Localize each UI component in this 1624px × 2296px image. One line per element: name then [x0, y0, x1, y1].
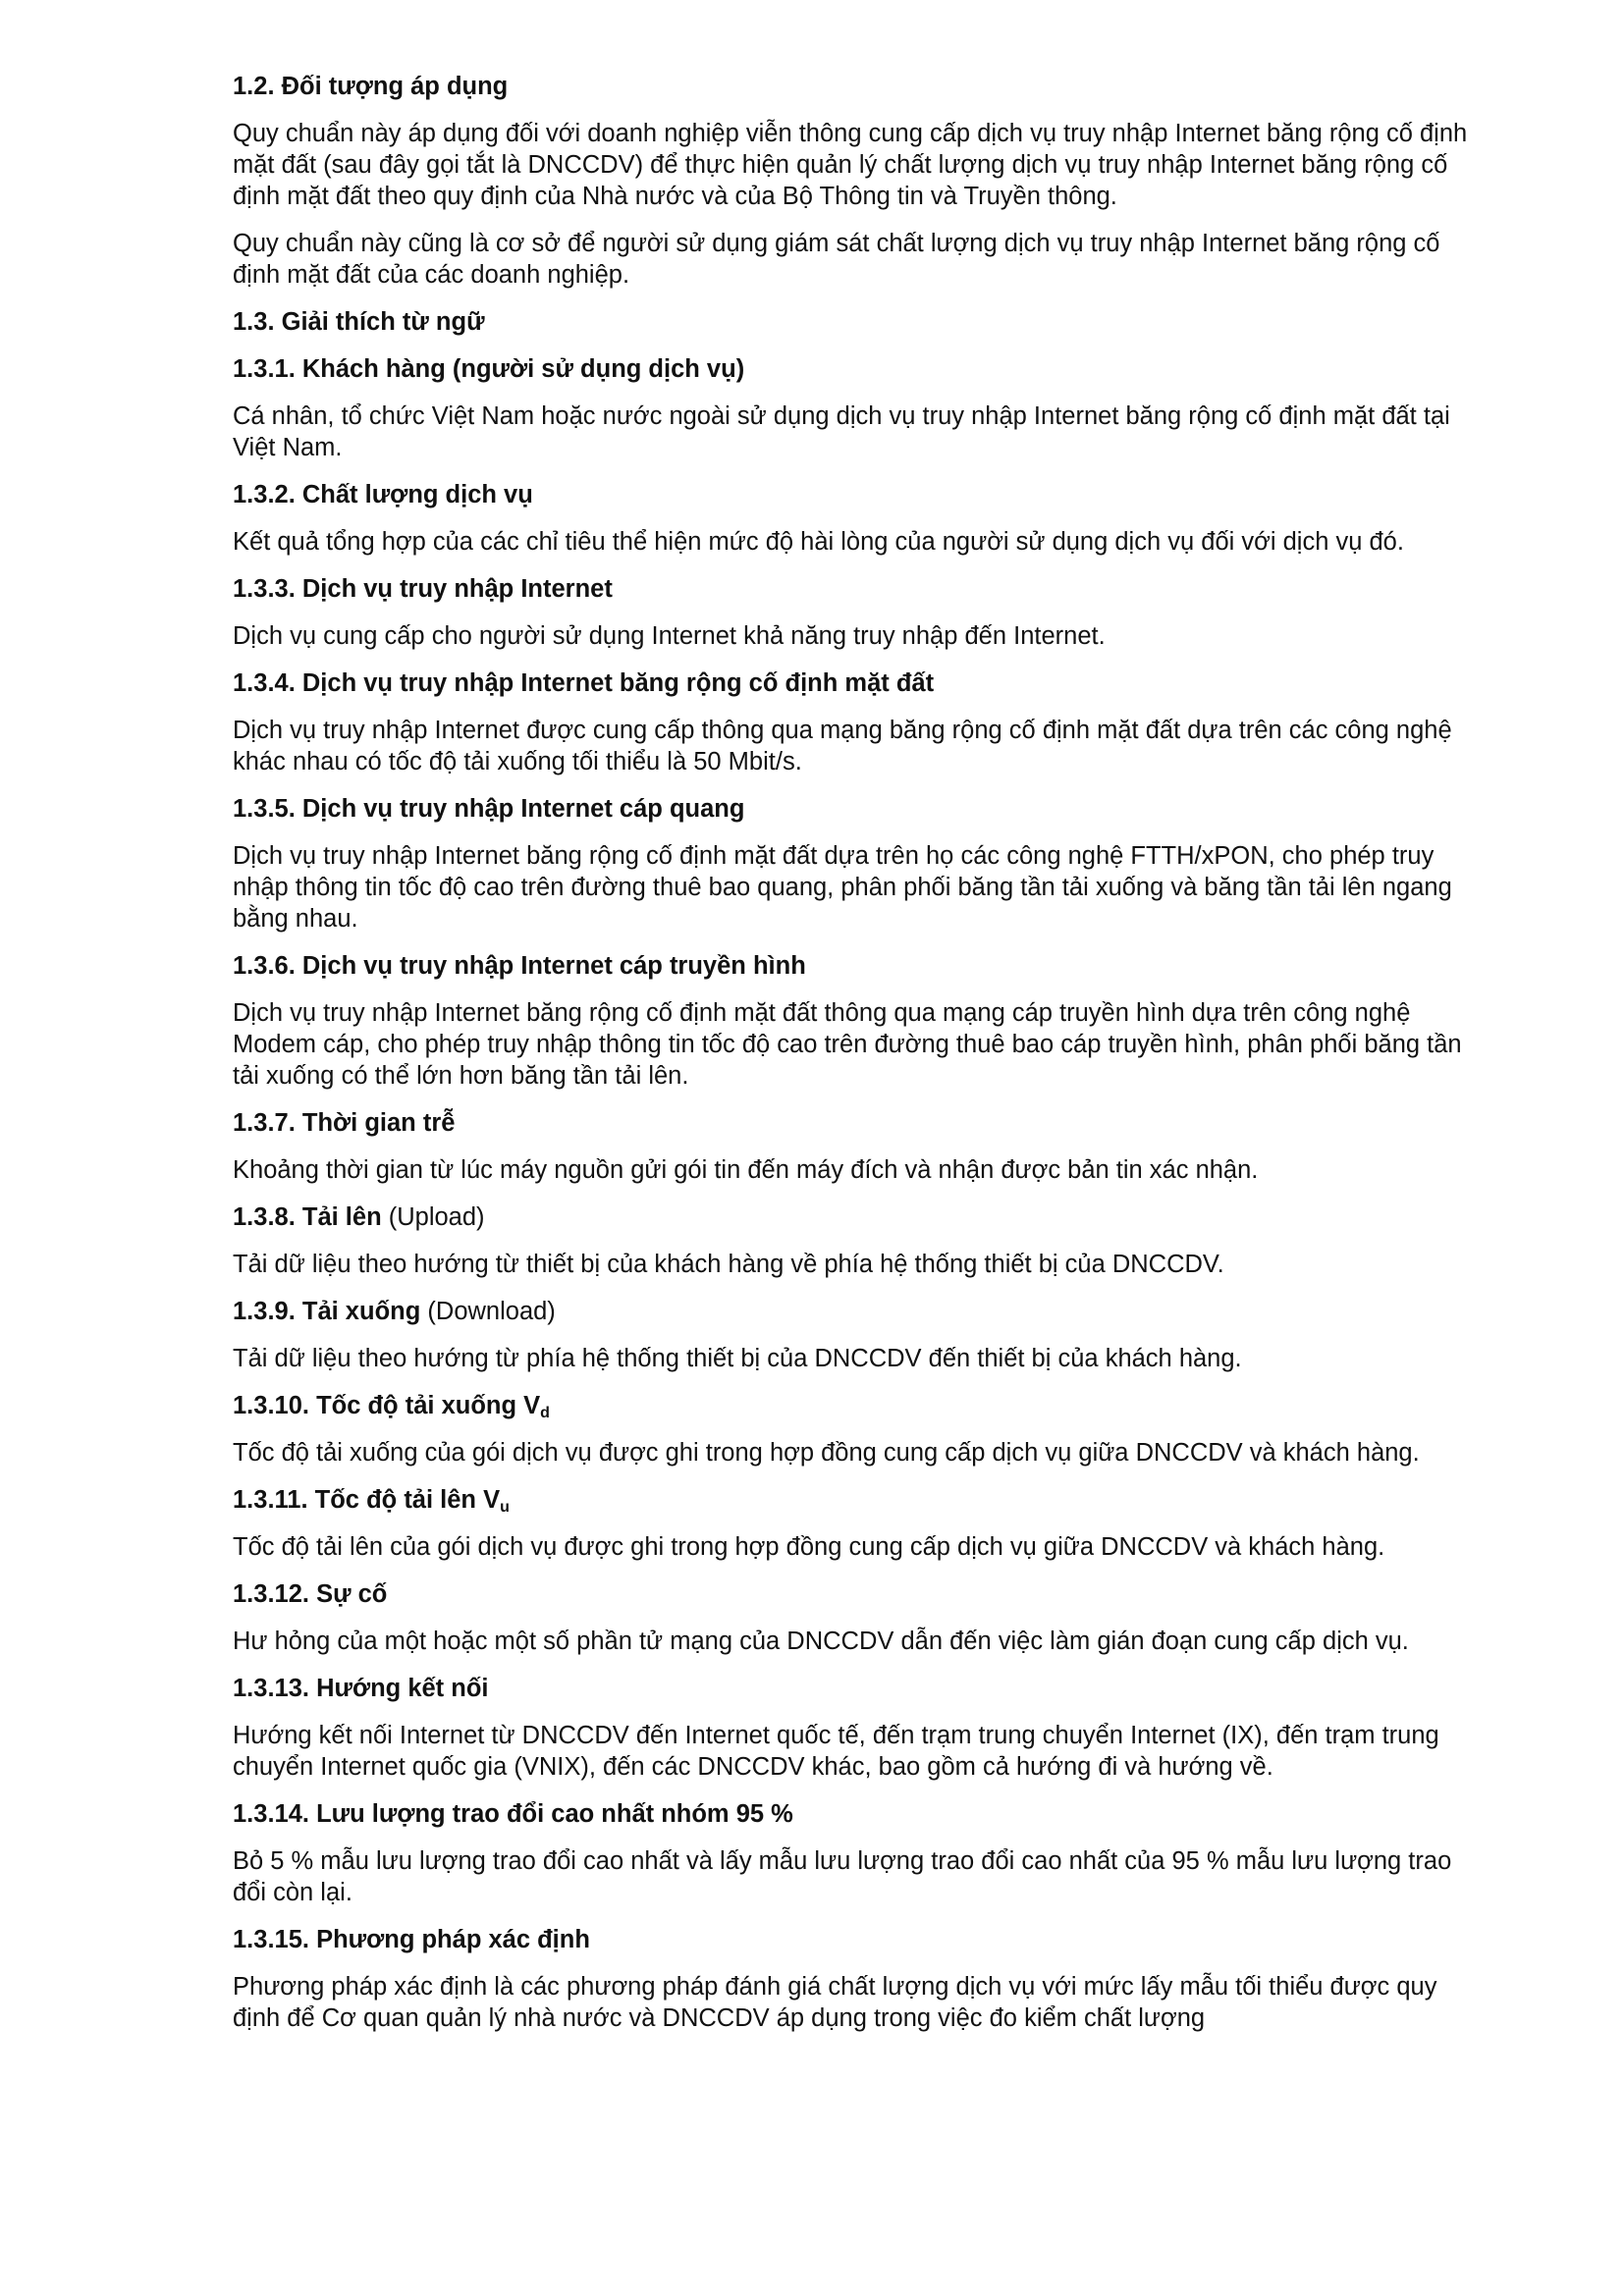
paragraph: Tải dữ liệu theo hướng từ phía hệ thống thiết bị của DNCCDV đến thiết bị của khách hàng. [233, 1345, 1242, 1372]
paragraph: Quy chuẩn này cũng là cơ sở để người sử dụng giám sát chất lượng dịch vụ truy nhập Internet băng rộng cố định mặt đất của các doanh nghiệp. [233, 230, 1440, 289]
paragraph: Dịch vụ cung cấp cho người sử dụng Internet khả năng truy nhập đến Internet. [233, 622, 1106, 650]
heading-text: 1.3.9. Tải xuống [233, 1298, 421, 1325]
document-page [233, 71, 1480, 2034]
paragraph: Cá nhân, tổ chức Việt Nam hoặc nước ngoài sử dụng dịch vụ truy nhập Internet băng rộng cố định mặt đất tại Việt Nam. [233, 402, 1450, 461]
section-heading-1-3-1: 1.3.1. Khách hàng (người sử dụng dịch vụ) [233, 355, 745, 383]
heading-subscript: d [540, 1405, 550, 1421]
section-heading-1-3-4: 1.3.4. Dịch vụ truy nhập Internet băng rộng cố định mặt đất [233, 669, 935, 697]
paragraph: Dịch vụ truy nhập Internet băng rộng cố định mặt đất dựa trên họ các công nghệ FTTH/xPON, cho phép truy nhập thông tin tốc độ cao trên đường thuê bao quang, phân phối băng tần tải xuống và băng tần tải lên ngang bằng nhau. [233, 842, 1452, 933]
heading-note: (Download) [427, 1298, 556, 1325]
paragraph: Tốc độ tải lên của gói dịch vụ được ghi trong hợp đồng cung cấp dịch vụ giữa DNCCDV và khách hàng. [233, 1533, 1385, 1561]
section-heading-1-3-10 [233, 1390, 1480, 1421]
section-heading-1-3-12: 1.3.12. Sự cố [233, 1580, 388, 1608]
section-heading-1-3-7: 1.3.7. Thời gian trễ [233, 1109, 456, 1137]
paragraph: Phương pháp xác định là các phương pháp đánh giá chất lượng dịch vụ với mức lấy mẫu tối thiểu được quy định để Cơ quan quản lý nhà nước và DNCCDV áp dụng trong việc đo kiểm chất lượng [233, 1973, 1437, 2032]
paragraph: Tải dữ liệu theo hướng từ thiết bị của khách hàng về phía hệ thống thiết bị của DNCCDV. [233, 1251, 1224, 1278]
paragraph: Bỏ 5 % mẫu lưu lượng trao đổi cao nhất và lấy mẫu lưu lượng trao đổi cao nhất của 95 % mẫu lưu lượng trao đổi còn lại. [233, 1847, 1452, 1906]
heading-text: 1.3.11. Tốc độ tải lên V [233, 1486, 501, 1514]
section-heading-1-3-8 [233, 1201, 1480, 1233]
paragraph: Tốc độ tải xuống của gói dịch vụ được ghi trong hợp đồng cung cấp dịch vụ giữa DNCCDV và khách hàng. [233, 1439, 1420, 1467]
heading-note: (Upload) [388, 1203, 485, 1231]
heading-text: 1.3.8. Tải lên [233, 1203, 382, 1231]
heading-text: 1.3.10. Tốc độ tải xuống V [233, 1392, 541, 1419]
section-heading-1-3-3: 1.3.3. Dịch vụ truy nhập Internet [233, 575, 613, 603]
section-heading-1-3-14: 1.3.14. Lưu lượng trao đổi cao nhất nhóm 95 % [233, 1800, 793, 1828]
section-heading-1-3-9 [233, 1296, 1480, 1327]
section-heading-1-3-6: 1.3.6. Dịch vụ truy nhập Internet cáp truyền hình [233, 952, 806, 980]
paragraph: Dịch vụ truy nhập Internet băng rộng cố định mặt đất thông qua mạng cáp truyền hình dựa trên công nghệ Modem cáp, cho phép truy nhập thông tin tốc độ cao trên đường thuê bao cáp truyền hình, phân phối băng tần tải xuống có thể lớn hơn băng tần tải lên. [233, 999, 1462, 1090]
section-heading-1-3: 1.3. Giải thích từ ngữ [233, 308, 485, 336]
section-heading-1-2: 1.2. Đối tượng áp dụng [233, 73, 509, 100]
paragraph: Kết quả tổng hợp của các chỉ tiêu thể hiện mức độ hài lòng của người sử dụng dịch vụ đối với dịch vụ đó. [233, 528, 1404, 556]
section-heading-1-3-5: 1.3.5. Dịch vụ truy nhập Internet cáp quang [233, 795, 745, 823]
section-heading-1-3-15: 1.3.15. Phương pháp xác định [233, 1926, 590, 1953]
section-heading-1-3-13: 1.3.13. Hướng kết nối [233, 1675, 489, 1702]
paragraph: Quy chuẩn này áp dụng đối với doanh nghiệp viễn thông cung cấp dịch vụ truy nhập Internet băng rộng cố định mặt đất (sau đây gọi tắt là DNCCDV) để thực hiện quản lý chất lượng dịch vụ truy nhập Internet băng rộng cố định mặt đất theo quy định của Nhà nước và của Bộ Thông tin và Truyền thông. [233, 120, 1468, 210]
heading-subscript: u [500, 1499, 510, 1516]
section-heading-1-3-11 [233, 1484, 1480, 1516]
paragraph: Dịch vụ truy nhập Internet được cung cấp thông qua mạng băng rộng cố định mặt đất dựa trên các công nghệ khác nhau có tốc độ tải xuống tối thiểu là 50 Mbit/s. [233, 717, 1452, 775]
paragraph: Hướng kết nối Internet từ DNCCDV đến Internet quốc tế, đến trạm trung chuyển Internet (IX), đến trạm trung chuyển Internet quốc gia (VNIX), đến các DNCCDV khác, bao gồm cả hướng đi và hướng về. [233, 1722, 1439, 1781]
paragraph: Khoảng thời gian từ lúc máy nguồn gửi gói tin đến máy đích và nhận được bản tin xác nhận. [233, 1156, 1259, 1184]
section-heading-1-3-2: 1.3.2. Chất lượng dịch vụ [233, 481, 533, 508]
paragraph: Hư hỏng của một hoặc một số phần tử mạng của DNCCDV dẫn đến việc làm gián đoạn cung cấp dịch vụ. [233, 1628, 1409, 1655]
